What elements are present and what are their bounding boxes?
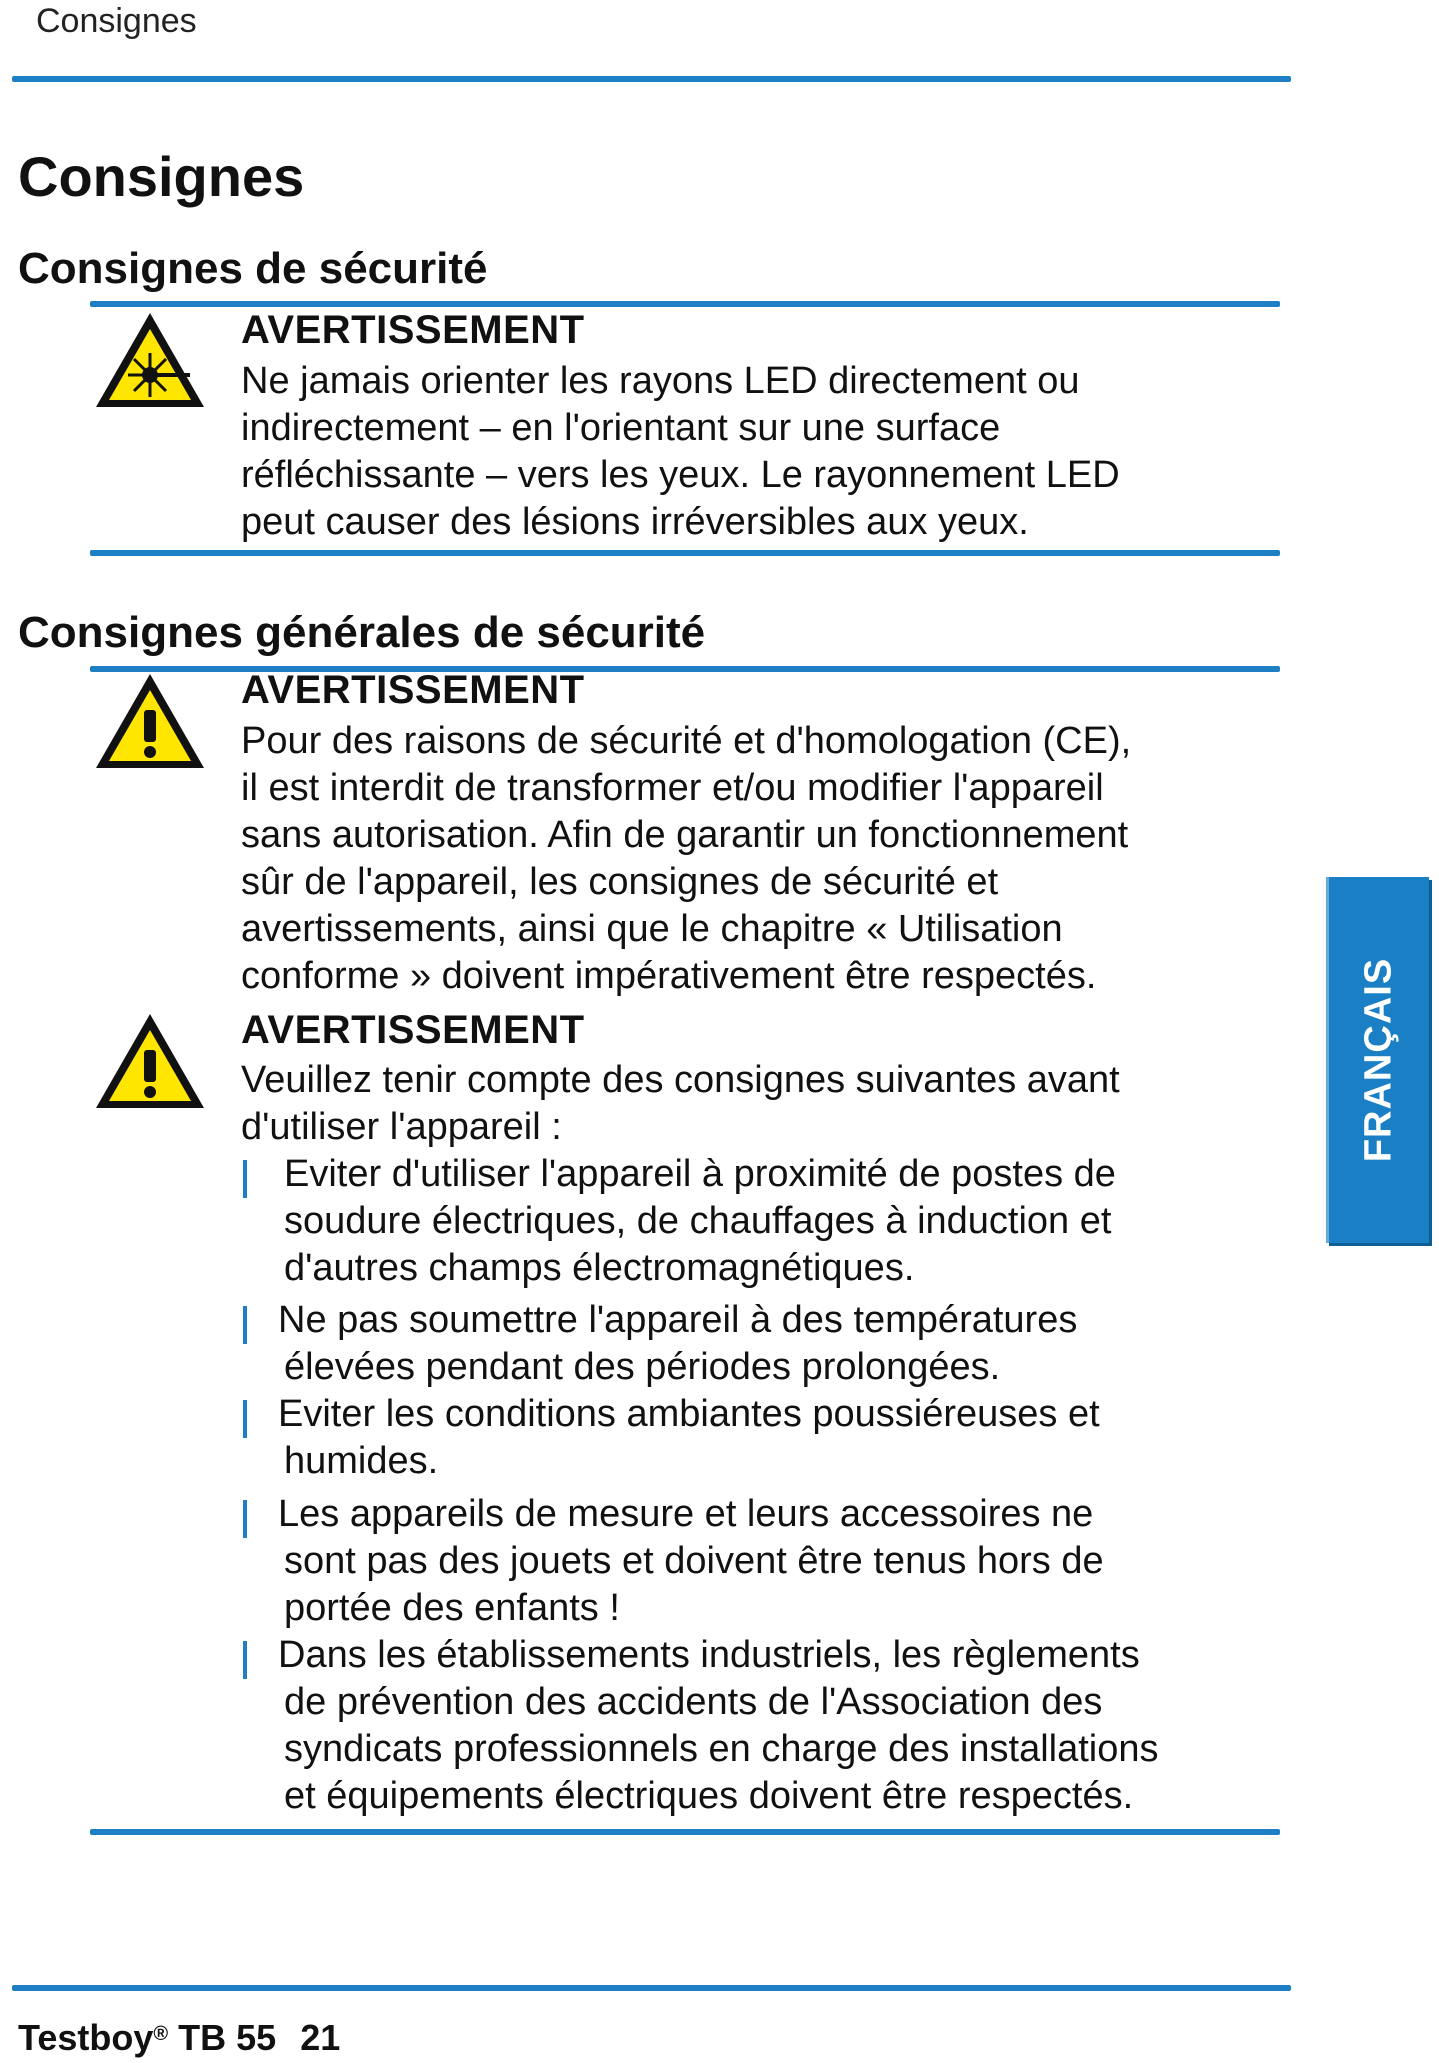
text-line: Ne jamais orienter les rayons LED directement ou	[241, 360, 1080, 402]
bullet-marker	[243, 1400, 247, 1438]
text-line: il est interdit de transformer et/ou modifier l'appareil	[241, 767, 1104, 809]
bullet-marker	[243, 1160, 247, 1198]
warning-title: AVERTISSEMENT	[241, 1008, 585, 1052]
text-line: avertissements, ainsi que le chapitre « Utilisation	[241, 908, 1063, 950]
warning-text	[241, 718, 1131, 1000]
exclamation-warning-icon	[92, 1010, 208, 1112]
text-line: sûr de l'appareil, les consignes de sécurité et	[241, 861, 999, 903]
bullet-marker	[243, 1641, 247, 1679]
text-line: Dans les établissements industriels, les règlements	[278, 1634, 1140, 1676]
text-line: conforme » doivent impérativement être respectés.	[241, 955, 1097, 997]
text-line: Eviter les conditions ambiantes poussiéreuses et	[278, 1393, 1100, 1435]
footer-brand: Testboy	[18, 2017, 154, 2058]
warning-title: AVERTISSEMENT	[241, 668, 585, 712]
section-safety-heading: Consignes de sécurité	[18, 244, 488, 293]
warning-text	[241, 358, 1120, 546]
warning-title: AVERTISSEMENT	[241, 308, 585, 352]
text-line: et équipements électriques doivent être respectés.	[284, 1775, 1134, 1817]
text-line: d'utiliser l'appareil :	[241, 1106, 562, 1148]
footer-model: TB 55	[178, 2017, 277, 2058]
text-line: réfléchissante – vers les yeux. Le rayonnement LED	[241, 454, 1120, 496]
list-item	[278, 1391, 1100, 1485]
laser-warning-icon	[92, 309, 208, 411]
page-title: Consignes	[18, 145, 305, 208]
page-number: 21	[300, 2017, 341, 2058]
text-line: Les appareils de mesure et leurs accessoires ne	[278, 1493, 1094, 1535]
header-rule	[12, 76, 1291, 82]
text-line: soudure électriques, de chauffages à induction et	[284, 1200, 1112, 1242]
text-line: de prévention des accidents de l'Association des	[284, 1681, 1103, 1723]
exclamation-warning-icon	[92, 670, 208, 772]
text-line: syndicats professionnels en charge des installations	[284, 1728, 1159, 1770]
text-line: humides.	[284, 1440, 439, 1482]
text-line: Ne pas soumettre l'appareil à des températures	[278, 1299, 1078, 1341]
running-header: Consignes	[36, 2, 197, 40]
text-line: peut causer des lésions irréversibles aux yeux.	[241, 501, 1029, 543]
text-line: élevées pendant des périodes prolongées.	[284, 1346, 1001, 1388]
section-safety-rule-bottom	[90, 550, 1280, 556]
footer-registered-mark: ®	[153, 2023, 169, 2045]
text-line: Veuillez tenir compte des consignes suivantes avant	[241, 1059, 1120, 1101]
section-safety-rule-top	[90, 301, 1280, 307]
section-general-rule-bottom	[90, 1829, 1280, 1835]
list-item	[278, 1491, 1104, 1632]
text-line: d'autres champs électromagnétiques.	[284, 1247, 915, 1289]
list-item	[278, 1297, 1077, 1391]
warning-intro	[241, 1057, 1120, 1151]
language-tab-label: FRANÇAIS	[1357, 957, 1400, 1163]
bullet-marker	[243, 1500, 247, 1538]
text-line: sont pas des jouets et doivent être tenus hors de	[284, 1540, 1104, 1582]
footer	[18, 2017, 340, 2059]
language-tab	[1326, 877, 1429, 1243]
text-line: sans autorisation. Afin de garantir un fonctionnement	[241, 814, 1129, 856]
bullet-marker	[243, 1306, 247, 1344]
list-item	[284, 1151, 1116, 1292]
text-line: indirectement – en l'orientant sur une surface	[241, 407, 1001, 449]
text-line: Pour des raisons de sécurité et d'homologation (CE),	[241, 720, 1132, 762]
section-general-heading: Consignes générales de sécurité	[18, 608, 706, 657]
text-line: portée des enfants !	[284, 1587, 620, 1629]
text-line: Eviter d'utiliser l'appareil à proximité de postes de	[284, 1153, 1116, 1195]
list-item	[278, 1632, 1159, 1820]
footer-rule	[12, 1985, 1291, 1991]
